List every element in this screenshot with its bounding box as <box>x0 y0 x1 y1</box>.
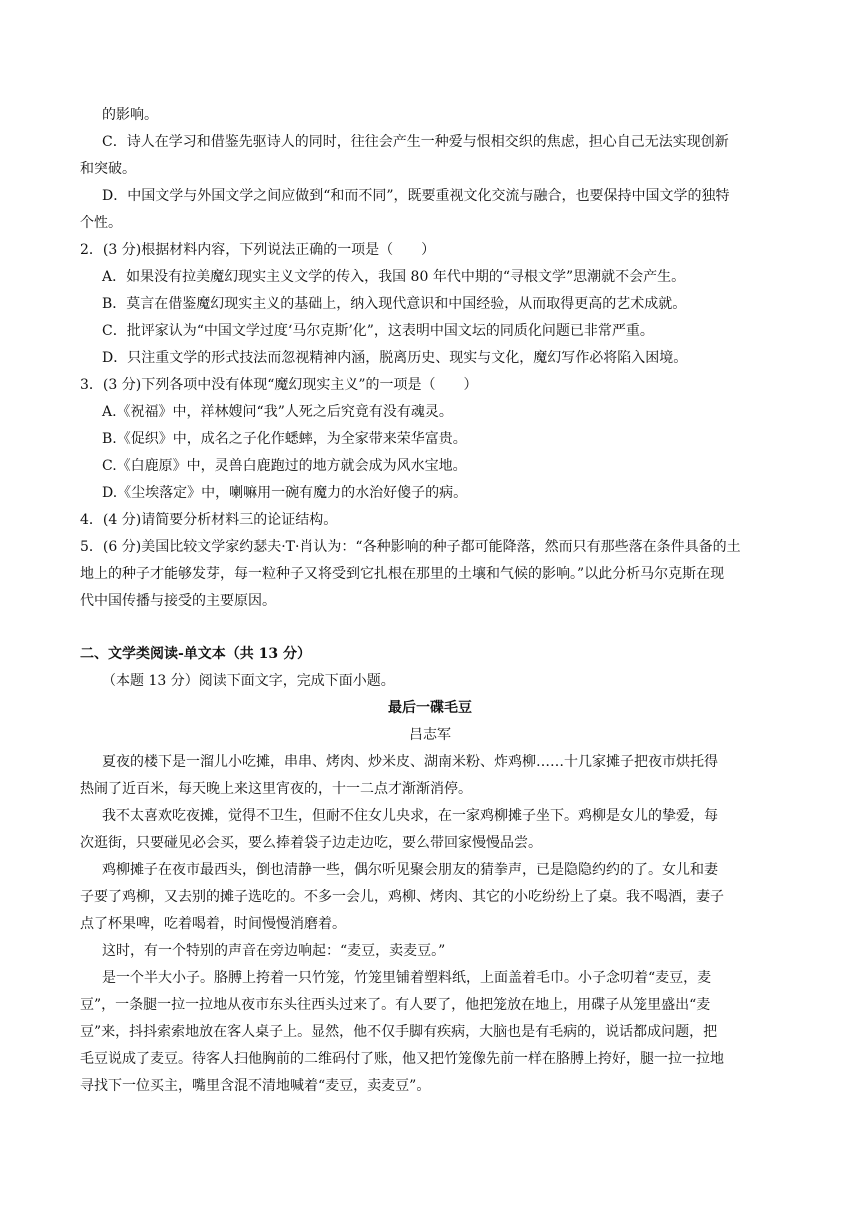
paragraph-5-cont-4: 寻找下一位买主，嘴里含混不清地喊着“麦豆，卖麦豆”。 <box>80 1078 431 1094</box>
q2-stem: 2．(3 分)根据材料内容，下列说法正确的一项是（ ） <box>80 242 436 258</box>
q2-option-d: D．只注重文学的形式技法而忽视精神内涵，脱离历史、现实与文化，魔幻写作必将陷入困境。 <box>102 350 688 366</box>
paragraph-1: 夏夜的楼下是一溜儿小吃摊，串串、烤肉、炒米皮、湖南米粉、炸鸡柳……十几家摊子把夜市烘托得 <box>102 754 718 770</box>
paragraph-3-cont-2: 点了杯果啤，吃着喝着，时间慢慢消磨着。 <box>80 916 346 932</box>
q3-option-c: C.《白鹿原》中，灵兽白鹿跑过的地方就会成为风水宝地。 <box>102 458 467 474</box>
paragraph-5: 是一个半大小子。胳膊上挎着一只竹笼，竹笼里铺着塑料纸，上面盖着毛巾。小子念叨着“麦豆，麦 <box>102 970 712 986</box>
q5-stem: 5．(6 分)美国比较文学家约瑟夫·T·肖认为：“各种影响的种子都可能降落，然而只有那些落在条件具备的土 <box>80 539 741 555</box>
paragraph-1-cont: 热闹了近百米，每天晚上来这里宵夜的，十一二点才渐渐消停。 <box>80 781 472 797</box>
paragraph-5-cont-3: 毛豆说成了麦豆。待客人扫他胸前的二维码付了账，他又把竹笼像先前一样在胳膊上挎好，腿一拉一拉地 <box>80 1051 724 1067</box>
paragraph-5-cont-1: 豆”，一条腿一拉一拉地从夜市东头往西头过来了。有人要了，他把笼放在地上，用碟子从笼里盛出“麦 <box>80 997 711 1013</box>
paragraph-3-cont-1: 子要了鸡柳，又去别的摊子选吃的。不多一会儿，鸡柳、烤肉、其它的小吃纷纷上了桌。我不喝酒，妻子 <box>80 889 724 905</box>
document-content <box>80 102 780 1100</box>
q3-option-b: B.《促织》中，成名之子化作蟋蟀，为全家带来荣华富贵。 <box>102 431 467 447</box>
q2-option-c: C．批评家认为“中国文学过度‘马尔克斯’化”，这表明中国文坛的同质化问题已非常严重。 <box>102 323 654 339</box>
paragraph-2: 我不太喜欢吃夜摊，觉得不卫生，但耐不住女儿央求，在一家鸡柳摊子坐下。鸡柳是女儿的挚爱，每 <box>102 808 718 824</box>
q4-stem: 4．(4 分)请简要分析材料三的论证结构。 <box>80 512 338 528</box>
story-title: 最后一碟毛豆 <box>388 700 472 716</box>
q3-option-d: D.《尘埃落定》中，喇嘛用一碗有魔力的水治好傻子的病。 <box>102 485 468 501</box>
q1-option-d-cont: 个性。 <box>80 215 122 231</box>
q1-tail: 的影响。 <box>102 107 158 123</box>
paragraph-3: 鸡柳摊子在夜市最西头，倒也清静一些，偶尔听见聚会朋友的猜拳声，已是隐隐约约的了。女儿和妻 <box>102 862 718 878</box>
q2-option-a: A．如果没有拉美魔幻现实主义文学的传入，我国 80 年代中期的“寻根文学”思潮就不会产生。 <box>102 269 686 285</box>
story-author: 吕志军 <box>409 727 451 743</box>
q3-stem: 3．(3 分)下列各项中没有体现“魔幻现实主义”的一项是（ ） <box>80 377 478 393</box>
q5-stem-cont-1: 地上的种子才能够发芽，每一粒种子又将受到它扎根在那里的土壤和气候的影响。”以此分析马尔克斯在现 <box>80 566 725 582</box>
section-heading: 二、文学类阅读-单文本（共 13 分） <box>80 646 312 662</box>
q5-stem-cont-2: 代中国传播与接受的主要原因。 <box>80 593 276 609</box>
q3-option-a: A.《祝福》中，祥林嫂问“我”人死之后究竟有没有魂灵。 <box>102 404 453 420</box>
paragraph-2-cont: 次逛街，只要碰见必会买，要么捧着袋子边走边吃，要么带回家慢慢品尝。 <box>80 835 542 851</box>
q1-option-c: C．诗人在学习和借鉴先驱诗人的同时，往往会产生一种爱与恨相交织的焦虑，担心自己无法实现创新 <box>102 134 729 150</box>
section-instruction: （本题 13 分）阅读下面文字，完成下面小题。 <box>102 673 395 689</box>
q1-option-d: D．中国文学与外国文学之间应做到“和而不同”，既要重视文化交流与融合，也要保持中国文学的独特 <box>102 188 730 204</box>
q1-option-c-cont: 和突破。 <box>80 161 136 177</box>
paragraph-4: 这时，有一个特别的声音在旁边响起：“麦豆，卖麦豆。” <box>102 943 446 959</box>
paragraph-5-cont-2: 豆”来，抖抖索索地放在客人桌子上。显然，他不仅手脚有疾病，大脑也是有毛病的，说话都成问题，把 <box>80 1024 718 1040</box>
q2-option-b: B．莫言在借鉴魔幻现实主义的基础上，纳入现代意识和中国经验，从而取得更高的艺术成就。 <box>102 296 687 312</box>
